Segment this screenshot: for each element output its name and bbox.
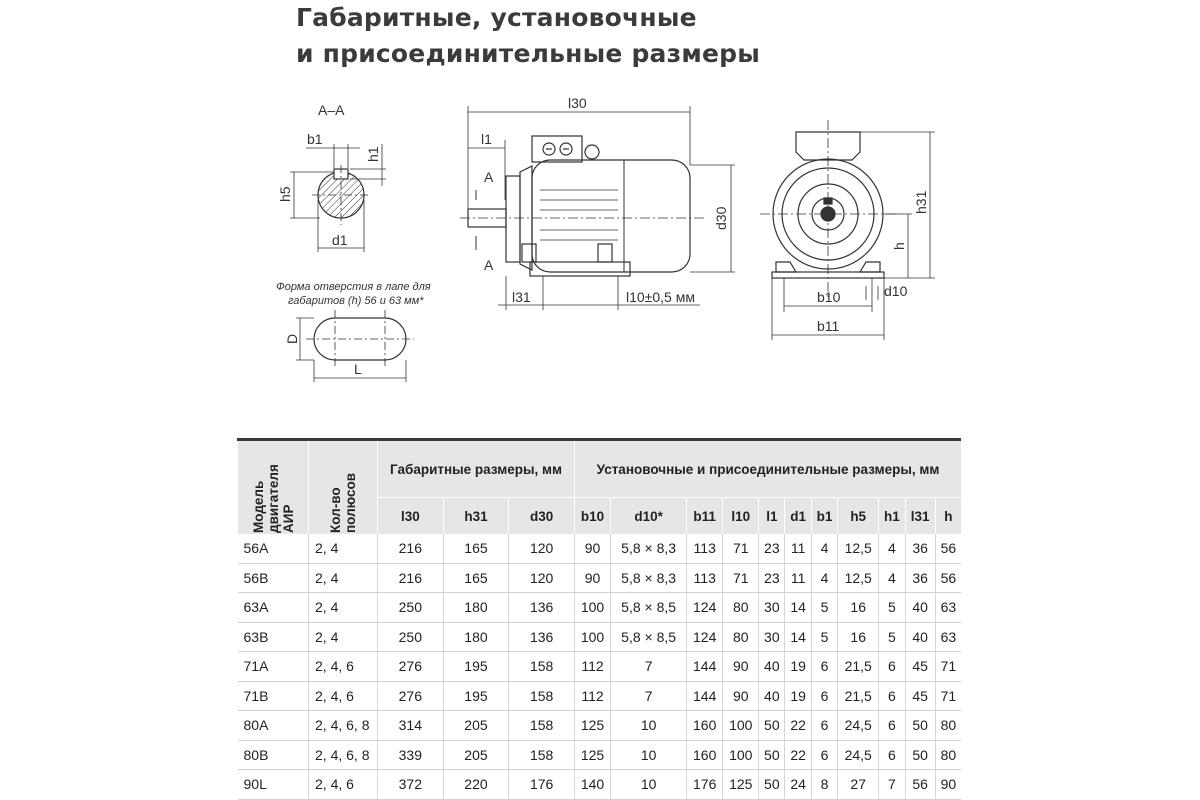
table-cell: 14 [785,593,811,623]
table-cell: 8 [811,770,837,800]
label-l31: l31 [512,289,531,305]
table-cell: 314 [378,711,444,741]
table-cell: 125 [723,770,759,800]
table-cell: 40 [905,622,935,652]
table-cell: 250 [378,622,444,652]
table-cell: 112 [574,652,610,682]
table-cell: 24,5 [838,740,879,770]
cell-model: 56B [238,563,309,593]
table-cell: 176 [509,770,575,800]
table-cell: 4 [811,534,837,563]
cell-poles: 2, 4 [309,622,378,652]
table-body [238,534,962,799]
table-cell: 5,8 × 8,5 [611,622,687,652]
table-cell: 12,5 [838,534,879,563]
table-row [238,711,962,741]
table-cell: 5,8 × 8,3 [611,534,687,563]
header-model-text: Модель двигателя АИР [250,463,296,533]
table-cell: 24 [785,770,811,800]
table-cell: 16 [838,622,879,652]
table-cell: 339 [378,740,444,770]
table-row [238,740,962,770]
table-cell: 5,8 × 8,3 [611,563,687,593]
label-D: D [284,333,300,344]
table-cell: 19 [785,652,811,682]
column-header-l31: l31 [905,498,935,535]
table-cell: 144 [687,652,723,682]
table-cell: 125 [574,740,610,770]
table-cell: 22 [785,711,811,741]
shaft-section-view [277,102,386,252]
table-cell: 4 [811,563,837,593]
table-cell: 6 [879,681,905,711]
table-cell: 120 [509,534,575,563]
foot-hole-view [276,281,431,382]
table-cell: 6 [811,681,837,711]
table-cell: 220 [443,770,509,800]
column-header-h31: h31 [443,498,509,535]
table-cell: 45 [905,652,935,682]
column-header-l10: l10 [723,498,759,535]
label-l1: l1 [481,131,492,147]
table-cell: 90 [574,534,610,563]
table-cell: 158 [509,652,575,682]
table-cell: 6 [879,740,905,770]
table-cell: 100 [574,593,610,623]
cell-poles: 2, 4 [309,593,378,623]
motor-side-view [460,95,735,310]
table-cell: 36 [905,563,935,593]
table-cell: 10 [611,711,687,741]
column-header-b10: b10 [574,498,610,535]
table-cell: 113 [687,534,723,563]
label-A-bottom: A [484,257,494,273]
cell-poles: 2, 4, 6 [309,681,378,711]
cell-poles: 2, 4, 6, 8 [309,711,378,741]
motor-front-view [760,120,935,340]
column-header-d10star: d10* [611,498,687,535]
table-row [238,593,962,623]
table-cell: 40 [905,593,935,623]
title-line-2: и присоединительные размеры [296,39,761,68]
table-cell: 90 [723,652,759,682]
table-cell: 165 [443,563,509,593]
table-cell: 6 [811,740,837,770]
table-row [238,681,962,711]
table-cell: 4 [879,563,905,593]
table-cell: 27 [838,770,879,800]
table-cell: 120 [509,563,575,593]
label-d30: d30 [713,206,729,230]
column-header-b1: b1 [811,498,837,535]
table-cell: 372 [378,770,444,800]
cell-poles: 2, 4, 6, 8 [309,740,378,770]
table-cell: 100 [723,740,759,770]
hole-note-line-1: Форма отверстия в лапе для [276,281,431,293]
table-cell: 80 [935,711,961,741]
label-h: h [891,242,907,250]
label-d10: d10 [884,283,908,299]
table-cell: 216 [378,563,444,593]
table-cell: 216 [378,534,444,563]
table-cell: 56 [935,563,961,593]
table-cell: 80 [935,740,961,770]
column-header-d1: d1 [785,498,811,535]
table-cell: 71 [935,681,961,711]
column-header-h: h [935,498,961,535]
cell-poles: 2, 4 [309,563,378,593]
label-l30: l30 [568,95,587,111]
table-cell: 7 [611,681,687,711]
table-cell: 140 [574,770,610,800]
table-cell: 195 [443,652,509,682]
table-cell: 112 [574,681,610,711]
table-cell: 100 [574,622,610,652]
header-poles-text: Кол-во полюсов [328,472,358,533]
column-header-l1: l1 [759,498,785,535]
table-cell: 5 [879,593,905,623]
dimensions-table [237,438,961,800]
table-cell: 6 [811,711,837,741]
label-h31: h31 [913,190,929,214]
table-cell: 6 [879,711,905,741]
table-cell: 16 [838,593,879,623]
table-cell: 7 [879,770,905,800]
table-cell: 71 [723,563,759,593]
table-cell: 205 [443,711,509,741]
table-cell: 250 [378,593,444,623]
table-cell: 50 [905,740,935,770]
table-cell: 113 [687,563,723,593]
label-b11: b11 [817,318,840,334]
table-cell: 136 [509,593,575,623]
table-cell: 40 [759,681,785,711]
table-cell: 14 [785,622,811,652]
table-cell: 71 [723,534,759,563]
table-row [238,534,962,563]
table-cell: 22 [785,740,811,770]
table-cell: 12,5 [838,563,879,593]
table-cell: 6 [811,652,837,682]
table-cell: 5 [811,622,837,652]
table-cell: 5 [879,622,905,652]
header-install: Установочные и присоединительные размеры, мм [574,440,961,498]
table-cell: 56 [905,770,935,800]
label-l10: l10±0,5 мм [626,289,695,305]
cell-model: 80A [238,711,309,741]
table-cell: 23 [759,563,785,593]
table-cell: 124 [687,622,723,652]
table-cell: 180 [443,622,509,652]
table-cell: 80 [723,593,759,623]
table-cell: 50 [759,740,785,770]
table-cell: 160 [687,740,723,770]
table-cell: 40 [759,652,785,682]
table-cell: 276 [378,681,444,711]
table-cell: 158 [509,681,575,711]
table-cell: 50 [905,711,935,741]
table-cell: 158 [509,740,575,770]
terminal-box [532,136,582,162]
hole-note-line-2: габаритов (h) 56 и 63 мм* [288,295,424,307]
table-cell: 36 [905,534,935,563]
lifting-eye [585,145,599,159]
table-cell: 50 [759,711,785,741]
column-header-h1: h1 [879,498,905,535]
cell-poles: 2, 4, 6 [309,770,378,800]
table-cell: 90 [935,770,961,800]
table-cell: 158 [509,711,575,741]
table-cell: 45 [905,681,935,711]
table-cell: 160 [687,711,723,741]
table-cell: 165 [443,534,509,563]
cell-model: 63B [238,622,309,652]
table-cell: 10 [611,740,687,770]
section-label: A–A [318,102,345,118]
column-header-h5: h5 [838,498,879,535]
column-header-b11: b11 [687,498,723,535]
label-L: L [354,361,362,377]
cell-model: 71B [238,681,309,711]
table-cell: 180 [443,593,509,623]
cell-poles: 2, 4, 6 [309,652,378,682]
table-cell: 144 [687,681,723,711]
table-cell: 71 [935,652,961,682]
label-h1: h1 [365,146,381,162]
table-cell: 100 [723,711,759,741]
table-cell: 63 [935,593,961,623]
table-cell: 30 [759,622,785,652]
cell-model: 56A [238,534,309,563]
table-cell: 136 [509,622,575,652]
table-cell: 125 [574,711,610,741]
table-cell: 4 [879,534,905,563]
table-cell: 56 [935,534,961,563]
table-cell: 63 [935,622,961,652]
motor-body [532,160,690,272]
cell-model: 63A [238,593,309,623]
table-cell: 11 [785,563,811,593]
table-cell: 276 [378,652,444,682]
cell-model: 80B [238,740,309,770]
header-model [238,440,309,535]
cell-model: 90L [238,770,309,800]
table-cell: 124 [687,593,723,623]
table-cell: 11 [785,534,811,563]
motor-foot [530,262,630,276]
table-cell: 6 [879,652,905,682]
header-overall: Габаритные размеры, мм [378,440,575,498]
column-header-l30: l30 [378,498,444,535]
table-cell: 205 [443,740,509,770]
title-line-1: Габаритные, установочные [296,3,697,32]
table-cell: 23 [759,534,785,563]
label-d1: d1 [332,232,348,248]
table-cell: 90 [723,681,759,711]
table-row [238,770,962,800]
table-cell: 21,5 [838,652,879,682]
cell-poles: 2, 4 [309,534,378,563]
label-b1: b1 [307,131,323,147]
cell-model: 71A [238,652,309,682]
label-b10: b10 [817,289,841,305]
table-cell: 19 [785,681,811,711]
table-row [238,622,962,652]
table-cell: 7 [611,652,687,682]
table-cell: 195 [443,681,509,711]
table-cell: 80 [723,622,759,652]
header-poles [309,440,378,535]
table-cell: 10 [611,770,687,800]
column-header-d30: d30 [509,498,575,535]
table-cell: 21,5 [838,681,879,711]
table-cell: 5,8 × 8,5 [611,593,687,623]
table-cell: 5 [811,593,837,623]
table-row [238,563,962,593]
table-cell: 30 [759,593,785,623]
table-cell: 176 [687,770,723,800]
table-row [238,652,962,682]
table-cell: 50 [759,770,785,800]
label-A-top: A [484,169,494,185]
table-cell: 24,5 [838,711,879,741]
table-cell: 90 [574,563,610,593]
label-h5: h5 [277,186,293,202]
